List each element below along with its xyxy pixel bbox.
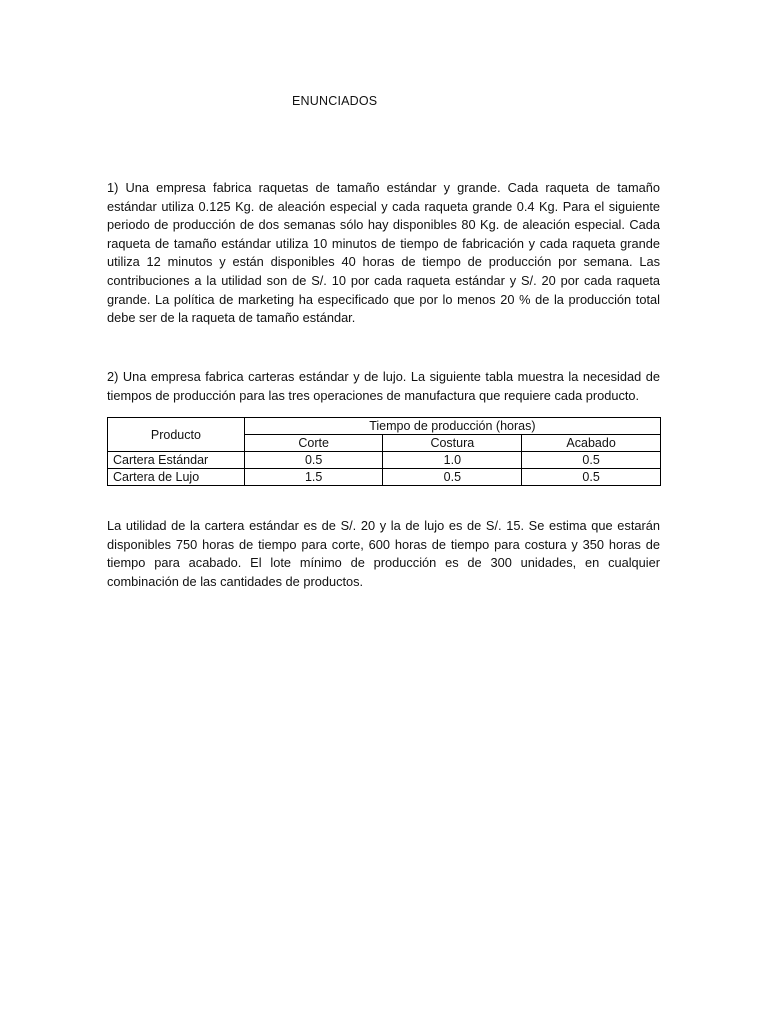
column-header-corte: Corte: [244, 435, 383, 452]
production-time-group-header: Tiempo de producción (horas): [244, 418, 660, 435]
problem-2-text-paragraph: La utilidad de la cartera estándar es de S/. 20 y la de lujo es de S/. 15. Se estima que estarán disponibles 750 horas de tiempo para corte, 600 horas de tiempo para costura y 350 horas de tiempo para acabado. El lote mínimo de producción es de 300 unidades, en cualquier combinación de las cantidades de productos.: [107, 518, 660, 589]
table-cell: 1.5: [244, 469, 383, 486]
row-product-name: Cartera Estándar: [108, 452, 245, 469]
production-time-table: [107, 417, 661, 486]
table-cell: 0.5: [244, 452, 383, 469]
table-row: [108, 452, 661, 469]
table-cell: 1.0: [383, 452, 522, 469]
table-cell: 0.5: [522, 452, 661, 469]
problem-2-intro-paragraph: 2) Una empresa fabrica carteras estándar y de lujo. La siguiente tabla muestra la necesidad de tiempos de producción para las tres operaciones de manufactura que requiere cada producto.: [107, 369, 660, 403]
table-header-row: [108, 418, 661, 435]
table-row: [108, 469, 661, 486]
column-header-costura: Costura: [383, 435, 522, 452]
row-product-name: Cartera de Lujo: [108, 469, 245, 486]
table-cell: 0.5: [522, 469, 661, 486]
document-title: ENUNCIADOS: [292, 94, 378, 108]
table-cell: 0.5: [383, 469, 522, 486]
problem-1-paragraph: 1) Una empresa fabrica raquetas de tamaño estándar y grande. Cada raqueta de tamaño estándar utiliza 0.125 Kg. de aleación especial y cada raqueta grande 0.4 Kg. Para el siguiente periodo de producción de dos semanas sólo hay disponibles 80 Kg. de aleación especial. Cada raqueta de tamaño estándar utiliza 10 minutos de tiempo de fabricación y cada raqueta grande utiliza 12 minutos y están disponibles 40 horas de tiempo de producción por semana. Las contribuciones a la utilidad son de S/. 10 por cada raqueta estándar y S/. 20 por cada raqueta grande. La política de marketing ha especificado que por lo menos 20 % de la producción total debe ser de la raqueta de tamaño estándar.: [107, 180, 660, 326]
product-column-header: Producto: [108, 418, 245, 452]
column-header-acabado: Acabado: [522, 435, 661, 452]
